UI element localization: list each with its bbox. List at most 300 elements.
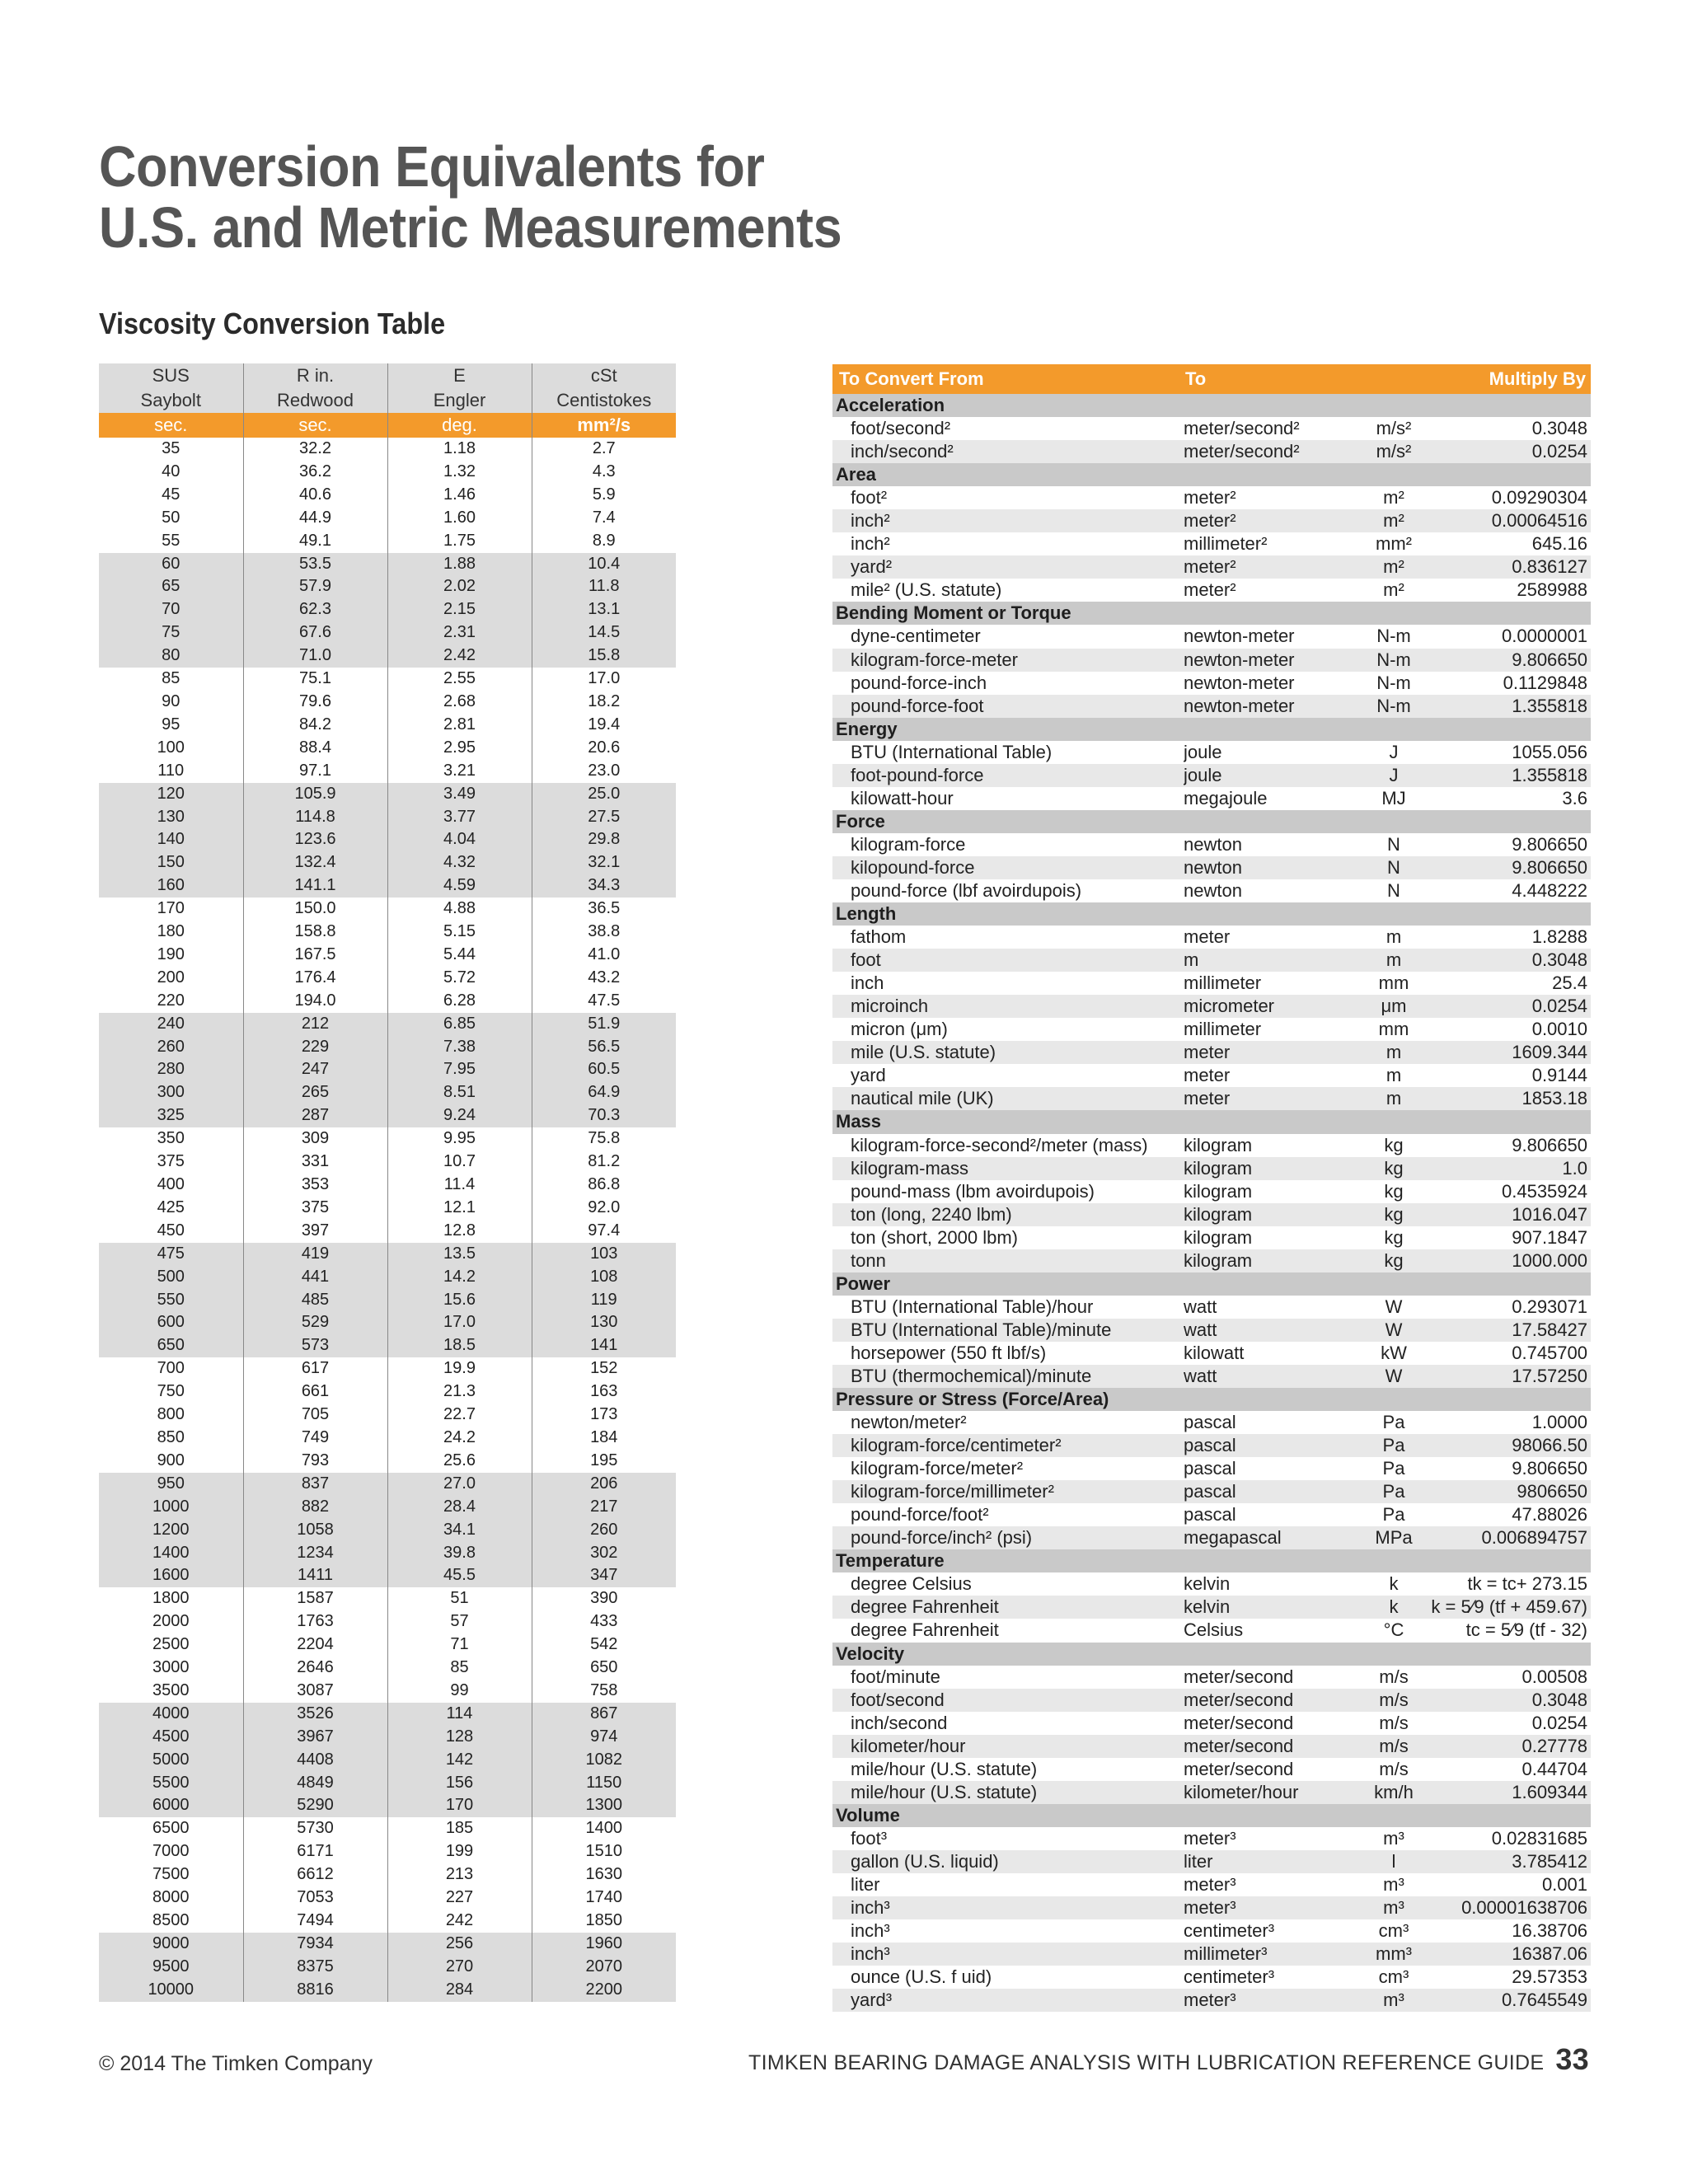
convert-to-cell: kilogram [1184,1157,1365,1180]
multiply-by-cell: 17.57250 [1423,1365,1591,1388]
convert-from-cell: dyne-centimeter [851,626,981,647]
viscosity-cell: 2.55 [387,668,532,691]
convert-from-cell: ounce (U.S. f uid) [851,1966,992,1988]
viscosity-cell: 50 [99,507,243,530]
viscosity-cell: 71 [387,1633,532,1657]
category-label: Pressure or Stress (Force/Area) [832,1388,1591,1411]
multiply-by-cell: 1055.056 [1512,741,1587,762]
viscosity-cell: 200 [99,967,243,990]
viscosity-cell: 4.04 [387,828,532,851]
convert-from-cell: pound-force-inch [851,672,987,693]
category-row [832,1272,1591,1296]
unit-symbol-cell: Pa [1382,1504,1405,1526]
multiply-by-cell: 0.3048 [1531,418,1587,439]
viscosity-row [99,1058,676,1081]
viscosity-cell: 56.5 [532,1036,676,1059]
multiply-by-cell: 0.00508 [1522,1666,1587,1687]
conversion-row [832,672,1591,695]
viscosity-row [99,806,676,829]
convert-from-cell: inch² [832,509,1184,532]
viscosity-row [99,1886,676,1910]
convert-from-cell: foot-pound-force [832,764,1184,787]
conversion-row [832,649,1591,672]
conversion-row [832,1503,1591,1526]
convert-to-cell: newton-meter [1184,649,1365,672]
conversion-row [832,1966,1591,1989]
convert-to-cell: kilogram [1184,1203,1365,1226]
viscosity-row [99,1564,676,1587]
unit-cell: deg. [387,413,532,438]
conversion-row [832,1249,1591,1272]
viscosity-cell: 5.9 [592,485,616,504]
viscosity-row [99,1542,676,1565]
viscosity-units-row [99,413,676,438]
conversion-row [832,1087,1591,1110]
convert-from-cell: liter [851,1874,880,1895]
guide-title: TIMKEN BEARING DAMAGE ANALYSIS WITH LUBRICATION REFERENCE GUIDE [748,2051,1545,2074]
viscosity-cell: 397 [243,1220,387,1243]
conversion-row [832,949,1591,972]
viscosity-cell: 3967 [243,1726,387,1749]
unit-symbol-cell: mm³ [1365,1943,1423,1966]
viscosity-cell: 485 [243,1289,387,1312]
unit-symbol-cell: m³ [1383,1874,1404,1895]
unit-symbol-cell: Pa [1382,1412,1405,1433]
convert-from-cell: kilogram-force [851,833,966,855]
viscosity-cell: 152 [590,1359,618,1378]
viscosity-cell: 793 [243,1450,387,1473]
convert-to-cell: pascal [1184,1434,1365,1457]
conversion-row [832,486,1591,509]
viscosity-cell: 17.0 [387,1311,532,1334]
unit-symbol-cell: W [1365,1365,1423,1388]
category-label: Power [832,1272,1591,1296]
viscosity-table-body [99,438,676,2002]
viscosity-cell: 60 [99,553,243,576]
viscosity-row [99,1772,676,1795]
viscosity-cell: 7494 [243,1910,387,1933]
viscosity-cell: 617 [243,1357,387,1380]
convert-to-cell: meter² [1184,509,1365,532]
conversion-row [832,1781,1591,1804]
viscosity-cell: 70.3 [532,1104,676,1127]
conversion-row [832,1064,1591,1087]
viscosity-row [99,461,676,484]
header-cell: SUS [99,363,243,388]
convert-to-cell: millimeter² [1184,533,1268,555]
convert-to-cell: meter² [1184,555,1365,579]
convert-from-cell: tonn [832,1249,1184,1272]
viscosity-cell: 173 [590,1405,618,1424]
viscosity-cell: 800 [99,1404,243,1427]
viscosity-cell: 1150 [532,1772,676,1795]
convert-from-cell: yard³ [832,1989,1184,2012]
viscosity-cell: 2.7 [592,439,616,457]
viscosity-cell: 3087 [243,1680,387,1703]
viscosity-cell: 950 [99,1473,243,1496]
viscosity-cell: 34.3 [532,874,676,898]
convert-from-cell: foot² [851,487,888,509]
viscosity-cell: 749 [243,1427,387,1450]
unit-symbol-cell: μm [1365,995,1423,1018]
viscosity-cell: 92.0 [588,1197,621,1216]
unit-symbol-cell: kg [1365,1249,1423,1272]
viscosity-row [99,553,676,576]
category-row [832,902,1591,926]
convert-from-cell: gallon (U.S. liquid) [832,1850,1184,1873]
viscosity-cell: 190 [99,944,243,967]
viscosity-cell: 4849 [243,1772,387,1795]
convert-to-cell: kelvin [1184,1596,1365,1619]
multiply-by-cell: 1.8288 [1531,926,1587,948]
category-label: Length [832,902,1591,926]
viscosity-cell: 51.9 [532,1013,676,1036]
viscosity-row [99,484,676,507]
viscosity-cell: 390 [590,1589,618,1608]
unit-symbol-cell: MJ [1381,787,1406,808]
viscosity-cell: 5000 [99,1749,243,1772]
viscosity-cell: 32.2 [243,438,387,461]
viscosity-cell: 1400 [99,1542,243,1565]
unit-symbol-cell: m/s² [1365,440,1423,463]
viscosity-cell: 450 [99,1220,243,1243]
viscosity-row [99,1104,676,1127]
unit-symbol-cell: cm³ [1378,1920,1409,1942]
multiply-by-cell: 0.293071 [1512,1296,1587,1317]
conversion-row [832,579,1591,602]
multiply-by-cell: 645.16 [1531,533,1587,555]
viscosity-cell: 7000 [99,1840,243,1863]
convert-from-cell: ton (short, 2000 lbm) [851,1226,1018,1248]
viscosity-cell: 18.2 [588,691,621,710]
multiply-by-cell: 16387.06 [1423,1943,1591,1966]
viscosity-cell: 3526 [243,1703,387,1726]
viscosity-cell: 49.1 [243,530,387,553]
viscosity-row [99,1933,676,1956]
viscosity-cell: 75.1 [243,668,387,691]
viscosity-cell: 67.6 [243,621,387,644]
convert-to-cell: centimeter³ [1184,1920,1275,1942]
viscosity-row [99,921,676,944]
viscosity-cell: 4.32 [387,851,532,874]
convert-from-cell: ton (long, 2240 lbm) [832,1203,1184,1226]
viscosity-cell: 12.8 [387,1220,532,1243]
viscosity-cell: 4.88 [387,898,532,921]
viscosity-cell: 6.28 [387,990,532,1013]
viscosity-cell: 105.9 [243,783,387,806]
convert-to-cell: meter³ [1184,1874,1236,1895]
convert-to-cell: pascal [1184,1412,1236,1433]
unit-symbol-cell: °C [1383,1619,1404,1641]
viscosity-cell: 1510 [585,1842,622,1861]
convert-to-cell: newton-meter [1184,695,1365,718]
convert-from-cell: inch² [851,533,890,555]
convert-to-cell: newton [1184,833,1242,855]
viscosity-row [99,1013,676,1036]
multiply-by-cell: 9.806650 [1512,1458,1587,1479]
conversion-row [832,741,1591,764]
viscosity-cell: 141.1 [243,874,387,898]
convert-to-cell: pascal [1184,1504,1236,1526]
viscosity-cell: 45.5 [387,1564,532,1587]
viscosity-cell: 331 [243,1151,387,1174]
viscosity-cell: 7.95 [387,1058,532,1081]
unit-symbol-cell: kW [1381,1342,1407,1363]
viscosity-cell: 2.15 [387,598,532,621]
convert-from-cell: inch [851,972,884,994]
viscosity-cell: 10.4 [532,553,676,576]
viscosity-cell: 2204 [243,1633,387,1657]
unit-symbol-cell: m³ [1365,1989,1423,2012]
category-row [832,1643,1591,1666]
viscosity-row [99,1680,676,1703]
unit-symbol-cell: mm² [1376,533,1412,555]
conversion-row [832,1943,1591,1966]
multiply-by-cell: 0.0254 [1531,1712,1587,1733]
unit-symbol-cell: Pa [1365,1434,1423,1457]
viscosity-cell: 867 [532,1703,676,1726]
convert-from-cell: degree Fahrenheit [832,1596,1184,1619]
viscosity-row [99,1427,676,1450]
viscosity-cell: 184 [590,1427,618,1446]
viscosity-row [99,783,676,806]
convert-to-cell: megapascal [1184,1526,1365,1549]
conversion-row [832,995,1591,1018]
viscosity-cell: 130 [532,1311,676,1334]
viscosity-cell: 5730 [243,1817,387,1840]
unit-cell: sec. [99,413,243,438]
viscosity-row [99,1749,676,1772]
conversion-row [832,1319,1591,1342]
viscosity-cell: 7.38 [387,1036,532,1059]
viscosity-row [99,1610,676,1633]
viscosity-cell: 40.6 [243,484,387,507]
viscosity-cell: 1587 [243,1587,387,1610]
convert-from-cell: newton/meter² [851,1412,967,1433]
multiply-by-cell: 0.0254 [1423,440,1591,463]
convert-from-cell: BTU (thermochemical)/minute [832,1365,1184,1388]
viscosity-cell: 44.9 [243,507,387,530]
viscosity-row [99,1633,676,1657]
convert-to-cell: meter [1184,1087,1365,1110]
viscosity-cell: 425 [99,1197,243,1220]
conversion-row [832,1480,1591,1503]
multiply-by-cell: 0.44704 [1522,1758,1587,1779]
unit-symbol-cell: m [1365,1087,1423,1110]
conversion-row [832,1850,1591,1873]
viscosity-cell: 21.3 [387,1380,532,1404]
viscosity-cell: 1960 [532,1933,676,1956]
viscosity-cell: 17.0 [588,669,621,688]
viscosity-cell: 375 [243,1197,387,1220]
conversion-row [832,1457,1591,1480]
convert-to-cell: megajoule [1184,787,1268,808]
convert-from-cell: kilogram-force/meter² [851,1458,1024,1479]
convert-from-cell: mile/hour (U.S. statute) [832,1781,1184,1804]
convert-from-cell: foot³ [851,1827,888,1849]
viscosity-cell: 2500 [99,1633,243,1657]
viscosity-cell: 550 [99,1289,243,1312]
viscosity-cell: 57.9 [243,575,387,598]
convert-from-cell: pound-force/foot² [851,1504,989,1526]
viscosity-cell: 170 [387,1794,532,1817]
viscosity-cell: 325 [99,1104,243,1127]
viscosity-cell: 39.8 [387,1542,532,1565]
convert-from-cell: yard [851,1065,886,1086]
viscosity-cell: 79.6 [243,691,387,714]
viscosity-cell: 114 [387,1703,532,1726]
viscosity-cell: 43.2 [588,968,621,987]
viscosity-cell: 8000 [99,1886,243,1910]
convert-from-cell: kilogram-force/centimeter² [832,1434,1184,1457]
viscosity-cell: 3.49 [387,783,532,806]
convert-to-cell: meter/second [1184,1712,1294,1733]
multiply-by-cell: 0.4535924 [1502,1180,1587,1202]
viscosity-cell: 5.72 [387,967,532,990]
unit-symbol-cell: MPa [1365,1526,1423,1549]
convert-from-cell: yard² [832,555,1184,579]
header-cell: cSt [532,363,676,388]
unit-symbol-cell: km/h [1365,1781,1423,1804]
viscosity-cell: 280 [99,1058,243,1081]
convert-to-cell: watt [1184,1319,1365,1342]
section-subtitle: Viscosity Conversion Table [99,307,446,340]
viscosity-row [99,507,676,530]
convert-from-cell: mile/hour (U.S. statute) [851,1758,1038,1779]
viscosity-cell: 7934 [243,1933,387,1956]
convert-from-cell: kilogram-mass [832,1157,1184,1180]
viscosity-cell: 1850 [585,1911,622,1929]
conversion-row [832,926,1591,949]
convert-to-cell: meter [1184,926,1231,948]
viscosity-cell: 900 [99,1450,243,1473]
convert-from-cell: inch³ [832,1896,1184,1919]
viscosity-cell: 2000 [99,1610,243,1633]
unit-symbol-cell: m/s [1365,1689,1423,1712]
viscosity-cell: 15.8 [532,644,676,668]
viscosity-cell: 661 [243,1380,387,1404]
viscosity-cell: 1763 [243,1610,387,1633]
unit-cell: mm²/s [532,413,676,438]
conversion-row [832,1689,1591,1712]
viscosity-cell: 8.51 [387,1081,532,1104]
header-cell: Engler [387,388,532,413]
convert-to-cell: kilogram [1184,1134,1253,1155]
convert-to-cell: millimeter [1184,972,1262,994]
viscosity-cell: 14.2 [387,1266,532,1289]
conversion-row [832,1989,1591,2012]
viscosity-cell: 2.95 [387,737,532,760]
unit-symbol-cell: m³ [1365,1896,1423,1919]
viscosity-cell: 51 [387,1587,532,1610]
convert-from-cell: micron (μm) [851,1019,948,1040]
category-label: Force [832,810,1591,833]
conversion-row [832,1203,1591,1226]
page-number: 33 [1555,2042,1589,2076]
viscosity-row [99,438,676,461]
viscosity-cell: 242 [387,1910,532,1933]
convert-to-cell: m [1184,949,1365,972]
viscosity-cell: 85 [387,1657,532,1680]
viscosity-cell: 4000 [99,1703,243,1726]
convert-from-cell: inch³ [832,1943,1184,1966]
convert-to-cell: meter³ [1184,1989,1365,2012]
viscosity-cell: 1082 [532,1749,676,1772]
viscosity-row [99,828,676,851]
conversion-row [832,1619,1591,1642]
convert-to-cell: kilowatt [1184,1342,1245,1363]
viscosity-row [99,575,676,598]
viscosity-row [99,898,676,921]
conversion-row [832,1758,1591,1781]
viscosity-cell: 7053 [243,1886,387,1910]
conversion-row [832,1896,1591,1919]
convert-from-cell: inch/second [851,1712,948,1733]
convert-from-cell: foot [832,949,1184,972]
conversion-row [832,1134,1591,1157]
convert-from-cell: horsepower (550 ft lbf/s) [851,1342,1047,1363]
conversion-row [832,1018,1591,1041]
viscosity-cell: 6500 [99,1817,243,1840]
viscosity-cell: 60.5 [532,1058,676,1081]
viscosity-cell: 700 [99,1357,243,1380]
convert-to-cell: micrometer [1184,995,1365,1018]
category-label: Temperature [832,1549,1591,1572]
viscosity-row [99,967,676,990]
convert-from-cell: degree Fahrenheit [851,1619,999,1641]
viscosity-cell: 120 [99,783,243,806]
convert-from-cell: inch³ [851,1920,890,1942]
conversion-row [832,509,1591,532]
conversion-row [832,555,1591,579]
viscosity-cell: 2.42 [387,644,532,668]
viscosity-cell: 705 [243,1404,387,1427]
viscosity-cell: 4.59 [387,874,532,898]
unit-symbol-cell: cm³ [1378,1966,1409,1988]
viscosity-cell: 5.15 [387,921,532,944]
unit-symbol-cell: m/s [1379,1712,1409,1733]
convert-to-cell: liter [1184,1850,1365,1873]
conversion-row [832,856,1591,879]
convert-from-cell: pound-force-foot [832,695,1184,718]
conversion-row [832,833,1591,856]
unit-symbol-cell: W [1385,1296,1403,1317]
convert-to-cell: millimeter [1184,1019,1262,1040]
convert-to-cell: meter [1184,1065,1231,1086]
conversion-row [832,1226,1591,1249]
viscosity-cell: 8375 [243,1956,387,1979]
convert-to-cell: kilometer/hour [1184,1781,1365,1804]
unit-symbol-cell: kg [1384,1226,1404,1248]
viscosity-cell: 4.3 [592,462,616,480]
category-label: Volume [832,1804,1591,1827]
viscosity-row [99,1840,676,1863]
viscosity-cell: 75.8 [588,1129,621,1148]
unit-symbol-cell: N-m [1376,626,1411,647]
viscosity-cell: 1400 [585,1819,622,1838]
viscosity-cell: 6171 [243,1840,387,1863]
viscosity-row [99,1334,676,1357]
conversion-table [832,364,1591,2012]
viscosity-cell: 229 [243,1036,387,1059]
viscosity-row [99,1979,676,2002]
viscosity-cell: 270 [387,1956,532,1979]
conversion-row [832,1365,1591,1388]
convert-to-cell: kilogram [1184,1249,1365,1272]
convert-from-cell: foot/minute [851,1666,940,1687]
viscosity-cell: 34.1 [387,1519,532,1542]
viscosity-row [99,1036,676,1059]
